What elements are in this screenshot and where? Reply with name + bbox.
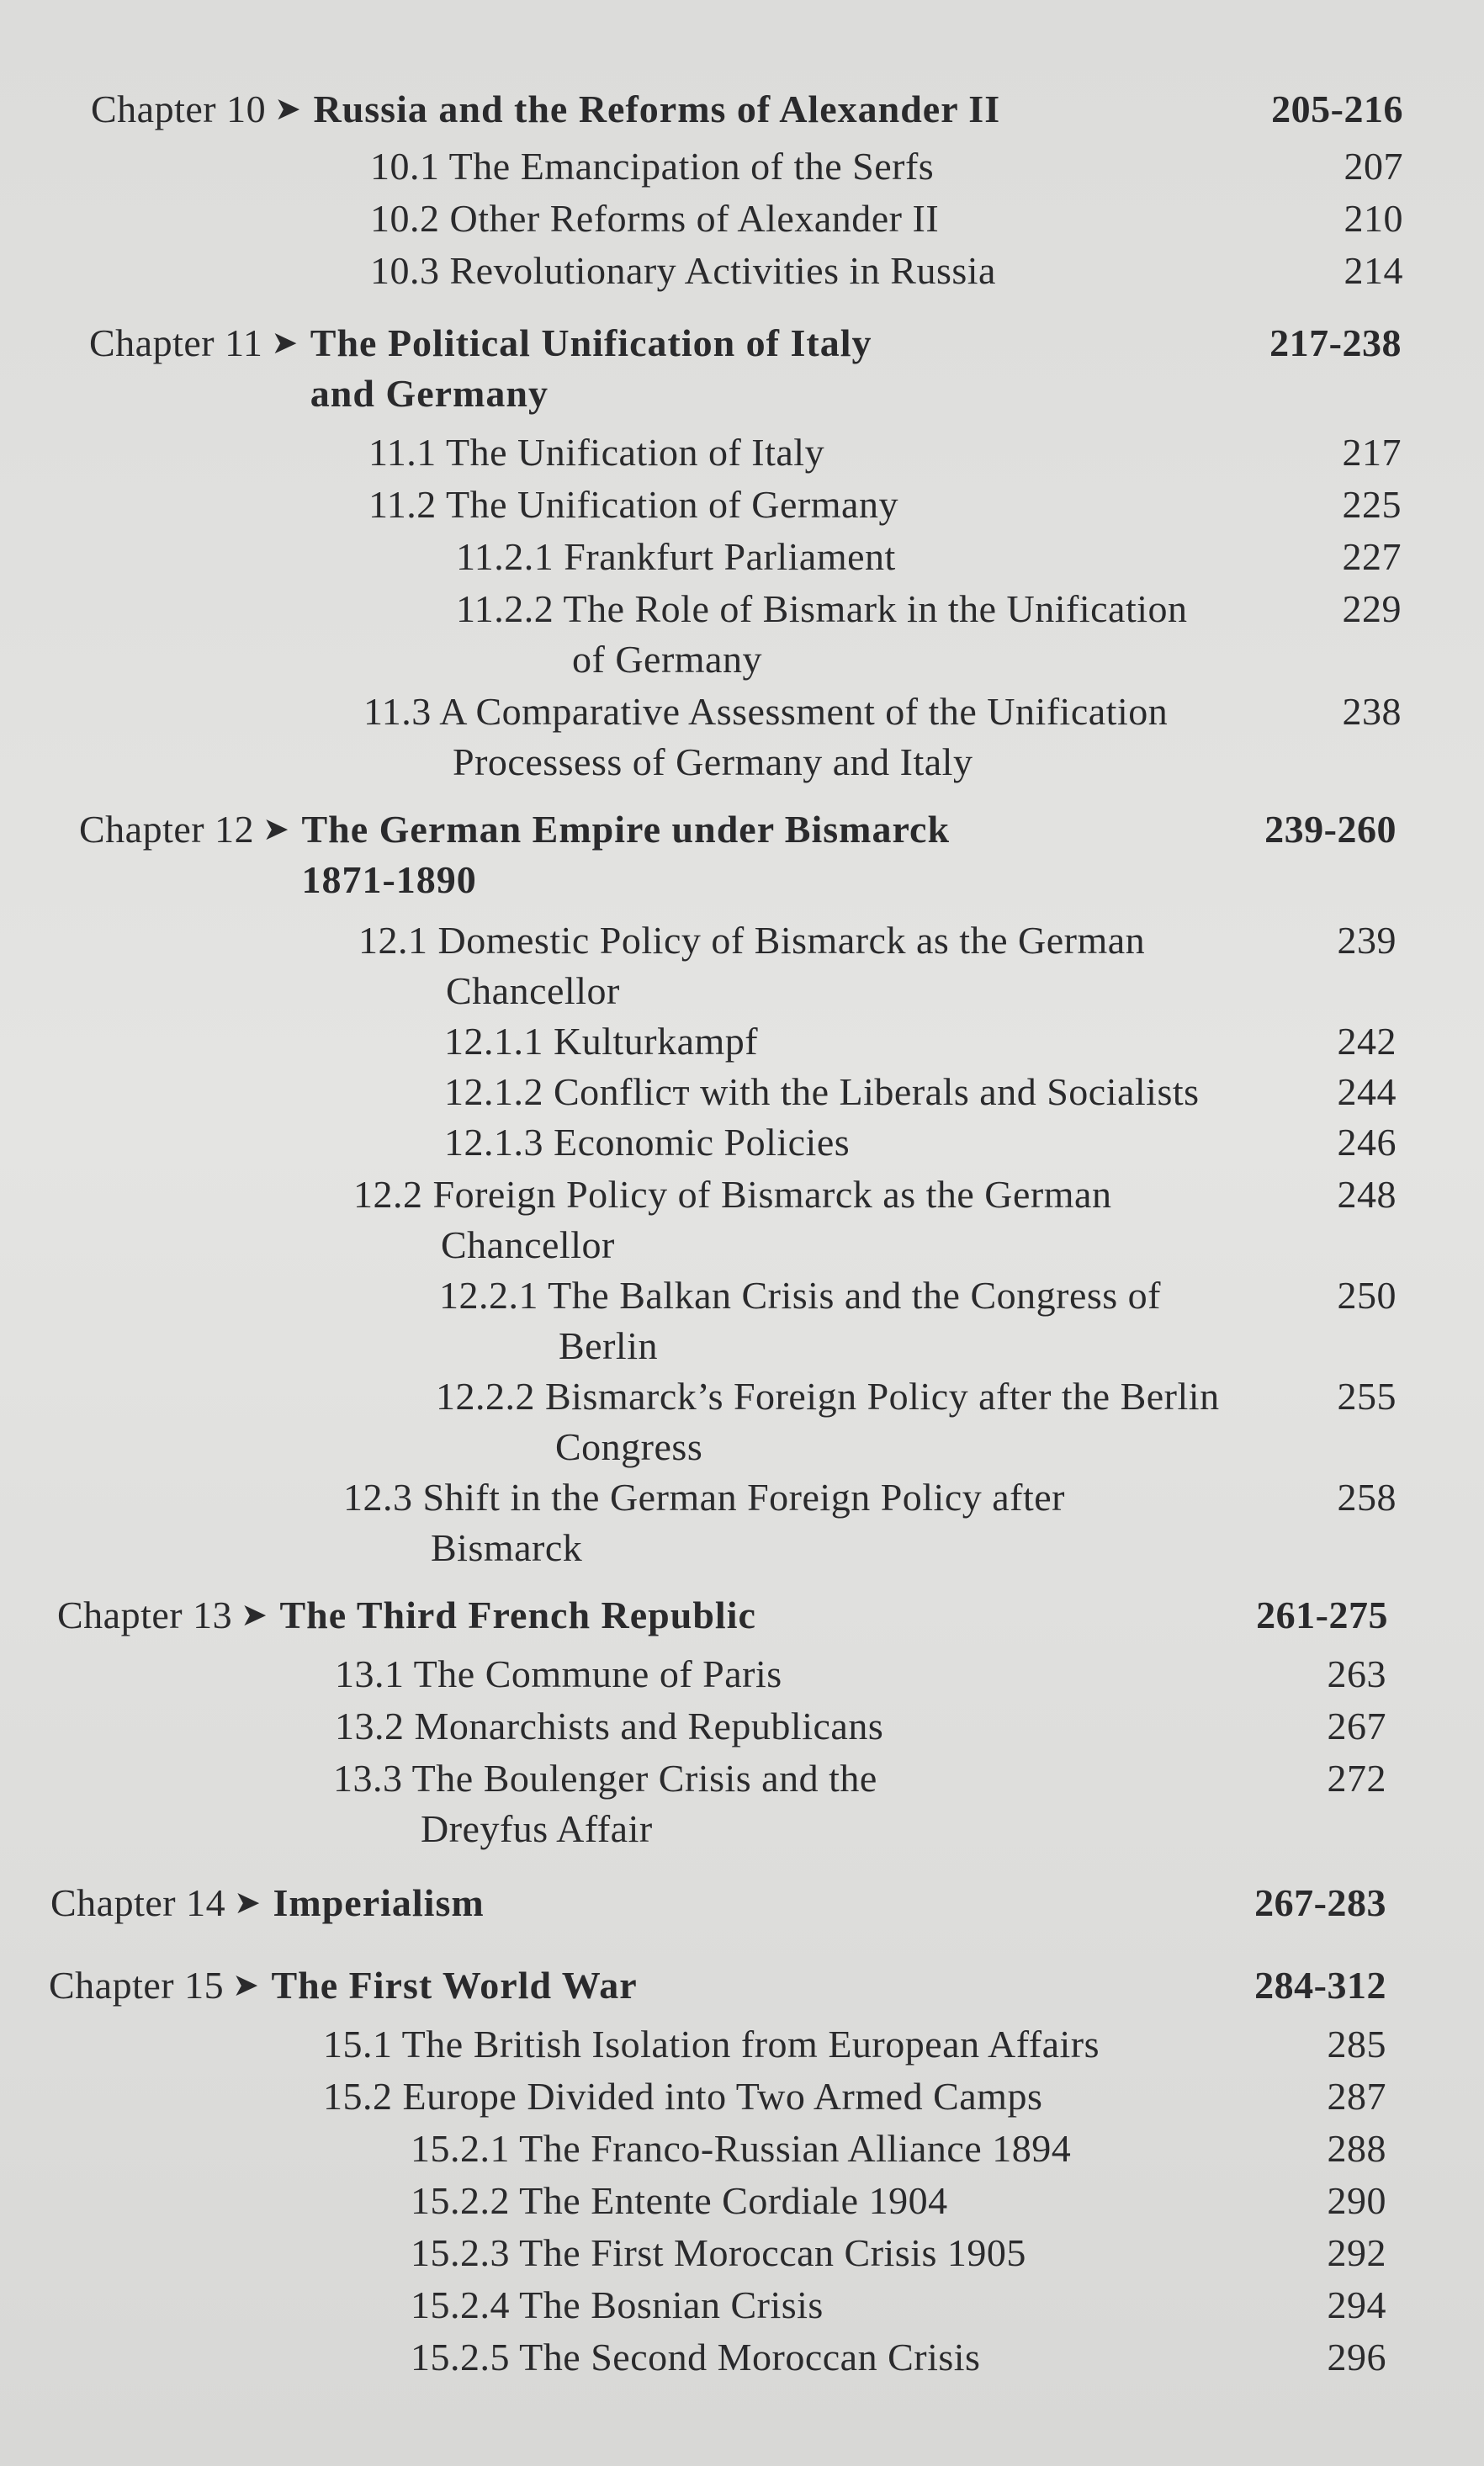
section-title: The Unification of Italy xyxy=(445,431,825,474)
chapter-pages: 239-260 xyxy=(1264,808,1397,851)
section-title: The Emancipation of the Serfs xyxy=(448,145,935,188)
subsection-entry xyxy=(411,2332,1386,2383)
section-entry xyxy=(353,1169,1397,1270)
chapter-label: Chapter 14 xyxy=(50,1881,226,1924)
section-number: 11.2.2 xyxy=(456,587,554,630)
section-page: 214 xyxy=(1344,249,1403,292)
section-title: Frankfurt Parliament xyxy=(564,535,896,578)
section-number: 12.2.1 xyxy=(439,1274,538,1317)
section-title: Revolutionary Activities in Russia xyxy=(449,249,996,292)
subsection-entry xyxy=(456,584,1402,685)
section-title-continued: Congress xyxy=(555,1425,703,1468)
chapter-pages: 261-275 xyxy=(1256,1594,1388,1636)
chapter-11-heading xyxy=(89,318,1402,419)
section-number: 15.2.4 xyxy=(411,2283,510,2326)
section-page: 272 xyxy=(1327,1757,1386,1800)
subsection-entry xyxy=(444,1117,1397,1168)
section-title: A Comparative Assessment of the Unification xyxy=(439,690,1169,733)
subsection-entry xyxy=(456,532,1402,582)
chapter-label: Chapter 11 xyxy=(89,321,263,364)
section-entry xyxy=(323,2071,1386,2122)
section-title: The Commune of Paris xyxy=(413,1652,782,1695)
chapter-title: Imperialism xyxy=(273,1881,485,1924)
section-title: The Second Moroccan Crisis xyxy=(519,2336,981,2378)
section-page: 287 xyxy=(1327,2075,1386,2118)
section-title-continued: Chancellor xyxy=(446,969,620,1012)
section-page: 267 xyxy=(1327,1705,1386,1747)
section-title-continued: Chancellor xyxy=(441,1223,615,1266)
section-page: 290 xyxy=(1327,2179,1386,2222)
section-entry xyxy=(333,1753,1386,1854)
section-title: Monarchists and Republicans xyxy=(414,1705,884,1747)
section-title: Conflicт with the Liberals and Socialists xyxy=(554,1070,1200,1113)
section-entry xyxy=(370,141,1403,192)
section-number: 15.2.3 xyxy=(411,2231,510,2274)
arrow-icon: ➤ xyxy=(232,1968,260,2003)
chapter-pages: 205-216 xyxy=(1271,88,1403,130)
chapter-label: Chapter 10 xyxy=(91,88,267,130)
section-entry xyxy=(370,246,1403,296)
subsection-entry xyxy=(411,2280,1386,2331)
chapter-title: The Third French Republic xyxy=(279,1594,756,1636)
section-entry xyxy=(358,915,1397,1016)
section-title: The First Moroccan Crisis 1905 xyxy=(519,2231,1026,2274)
section-page: 229 xyxy=(1342,587,1402,630)
chapter-10-heading xyxy=(91,84,1403,135)
subsection-entry xyxy=(411,2124,1386,2174)
section-number: 11.2 xyxy=(368,483,437,526)
section-title-continued: Bismarck xyxy=(431,1526,583,1569)
chapter-title: Russia and the Reforms of Alexander II xyxy=(313,88,1001,130)
section-title: The Bosnian Crisis xyxy=(519,2283,824,2326)
section-title: The Entente Cordiale 1904 xyxy=(519,2179,948,2222)
section-entry xyxy=(343,1472,1397,1573)
section-page: 255 xyxy=(1337,1375,1397,1418)
section-number: 12.1.2 xyxy=(444,1070,543,1113)
section-page: 292 xyxy=(1327,2231,1386,2274)
arrow-icon: ➤ xyxy=(241,1598,268,1633)
section-number: 12.1.3 xyxy=(444,1121,543,1164)
section-page: 242 xyxy=(1337,1020,1397,1063)
section-title: Domestic Policy of Bismarck as the German xyxy=(437,919,1146,962)
section-title: The Balkan Crisis and the Congress of xyxy=(548,1274,1161,1317)
section-title: Foreign Policy of Bismarck as the German xyxy=(432,1173,1112,1216)
section-number: 13.3 xyxy=(333,1757,403,1800)
section-title-continued: of Germany xyxy=(572,638,762,681)
section-page: 296 xyxy=(1327,2336,1386,2378)
section-title: Other Reforms of Alexander II xyxy=(449,197,940,240)
section-number: 15.2.1 xyxy=(411,2127,510,2170)
arrow-icon: ➤ xyxy=(234,1885,262,1921)
section-number: 15.2.5 xyxy=(411,2336,510,2378)
section-number: 10.1 xyxy=(370,145,440,188)
section-title-continued: Processess of Germany and Italy xyxy=(453,740,973,783)
chapter-title: The First World War xyxy=(271,1964,638,2007)
chapter-label: Chapter 12 xyxy=(79,808,255,851)
section-page: 250 xyxy=(1337,1274,1397,1317)
section-page: 217 xyxy=(1342,431,1402,474)
section-page: 239 xyxy=(1337,919,1397,962)
chapter-pages: 217-238 xyxy=(1269,321,1402,364)
section-number: 13.1 xyxy=(335,1652,405,1695)
section-entry xyxy=(368,427,1402,478)
section-page: 246 xyxy=(1337,1121,1397,1164)
section-number: 12.1 xyxy=(358,919,428,962)
section-entry xyxy=(335,1649,1386,1700)
section-entry xyxy=(363,687,1402,788)
section-title: Kulturkampf xyxy=(554,1020,759,1063)
chapter-15-heading xyxy=(49,1960,1386,2011)
section-number: 12.2 xyxy=(353,1173,423,1216)
section-entry xyxy=(323,2019,1386,2070)
subsection-entry xyxy=(439,1270,1397,1371)
section-title: Shift in the German Foreign Policy after xyxy=(422,1476,1066,1519)
arrow-icon: ➤ xyxy=(274,92,302,127)
section-page: 263 xyxy=(1327,1652,1386,1695)
section-title-continued: Dreyfus Affair xyxy=(421,1807,653,1850)
section-page: 244 xyxy=(1337,1070,1397,1113)
section-title: Europe Divided into Two Armed Camps xyxy=(402,2075,1043,2118)
section-number: 15.2 xyxy=(323,2075,393,2118)
subsection-entry xyxy=(444,1067,1397,1117)
chapter-pages: 267-283 xyxy=(1254,1881,1386,1924)
section-entry xyxy=(335,1701,1386,1752)
section-number: 10.3 xyxy=(370,249,440,292)
arrow-icon: ➤ xyxy=(262,812,290,847)
section-number: 11.1 xyxy=(368,431,437,474)
section-page: 294 xyxy=(1327,2283,1386,2326)
chapter-label: Chapter 13 xyxy=(57,1594,233,1636)
section-number: 12.3 xyxy=(343,1476,413,1519)
section-page: 258 xyxy=(1337,1476,1397,1519)
chapter-14-heading xyxy=(50,1878,1386,1928)
subsection-entry xyxy=(411,2176,1386,2226)
section-number: 15.1 xyxy=(323,2023,393,2066)
chapter-label: Chapter 15 xyxy=(49,1964,225,2007)
section-number: 12.1.1 xyxy=(444,1020,543,1063)
section-number: 10.2 xyxy=(370,197,440,240)
section-title: The Unification of Germany xyxy=(445,483,898,526)
section-entry xyxy=(370,194,1403,244)
section-page: 207 xyxy=(1344,145,1403,188)
section-page: 225 xyxy=(1342,483,1402,526)
section-title-continued: Berlin xyxy=(559,1324,658,1367)
section-page: 248 xyxy=(1337,1173,1397,1216)
section-title: The Franco-Russian Alliance 1894 xyxy=(519,2127,1072,2170)
section-title: The Boulenger Crisis and the xyxy=(411,1757,877,1800)
section-number: 11.2.1 xyxy=(456,535,554,578)
section-number: 12.2.2 xyxy=(436,1375,535,1418)
section-title: The British Isolation from European Affairs xyxy=(401,2023,1100,2066)
section-entry xyxy=(368,480,1402,530)
section-number: 11.3 xyxy=(363,690,432,733)
section-page: 288 xyxy=(1327,2127,1386,2170)
section-page: 238 xyxy=(1342,690,1402,733)
subsection-entry xyxy=(436,1371,1397,1472)
section-title: Economic Policies xyxy=(554,1121,851,1164)
chapter-12-heading xyxy=(79,804,1397,905)
chapter-13-heading xyxy=(57,1590,1388,1641)
arrow-icon: ➤ xyxy=(271,326,299,361)
subsection-entry xyxy=(411,2228,1386,2278)
section-title: The Role of Bismark in the Unification xyxy=(563,587,1188,630)
section-page: 227 xyxy=(1342,535,1402,578)
section-page: 285 xyxy=(1327,2023,1386,2066)
chapter-pages: 284-312 xyxy=(1254,1964,1386,2007)
section-page: 210 xyxy=(1344,197,1403,240)
section-number: 13.2 xyxy=(335,1705,405,1747)
chapter-title: The Political Unification of Italy and Germany xyxy=(310,321,872,415)
chapter-title: The German Empire under Bismarck 1871-1890 xyxy=(301,808,951,901)
section-title: Bismarck’s Foreign Policy after the Berlin xyxy=(545,1375,1220,1418)
subsection-entry xyxy=(444,1016,1397,1067)
section-number: 15.2.2 xyxy=(411,2179,510,2222)
